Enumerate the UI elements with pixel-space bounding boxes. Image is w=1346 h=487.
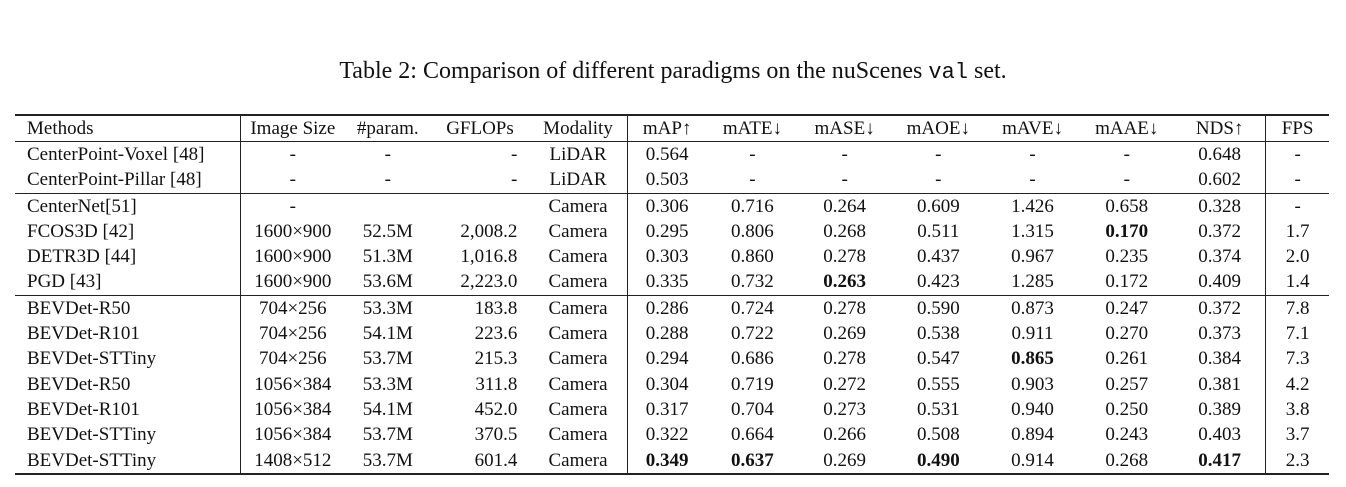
cell-maae: 0.261 bbox=[1105, 348, 1149, 370]
cell-maae: 0.172 bbox=[1105, 271, 1149, 293]
cell-image-size: 704×256 bbox=[240, 296, 345, 322]
cell-image-size: - bbox=[289, 143, 296, 165]
cell-fps: - bbox=[1266, 193, 1329, 219]
cell-method: BEVDet-R50 bbox=[15, 296, 240, 322]
cell-gflops: 183.8 bbox=[431, 296, 530, 322]
cell-gflops: 2,008.2 bbox=[460, 220, 518, 242]
cell-modality: Camera bbox=[529, 321, 627, 346]
cell-mave: 0.911 bbox=[1011, 323, 1054, 345]
cell-image-size: 1056×384 bbox=[254, 398, 332, 420]
cell-param: 51.3M bbox=[362, 246, 413, 268]
cell-mate bbox=[707, 448, 799, 474]
cell-fps: - bbox=[1294, 143, 1301, 165]
cell-mase: 0.273 bbox=[823, 398, 866, 420]
cell-gflops: - bbox=[511, 143, 518, 165]
header-image-size: Image Size bbox=[250, 117, 336, 139]
cell-gflops: 215.3 bbox=[474, 348, 518, 370]
cell-param: 53.6M bbox=[362, 271, 413, 293]
cell-param: 52.5M bbox=[362, 220, 413, 242]
cell-maae: 0.257 bbox=[1105, 373, 1149, 395]
cell-gflops: 601.4 bbox=[431, 448, 530, 474]
cell-method: BEVDet-R50 bbox=[15, 372, 240, 397]
cell-image-size: 1056×384 bbox=[254, 373, 332, 395]
cell-mate: 0.806 bbox=[731, 220, 774, 242]
table-row bbox=[15, 448, 1329, 474]
table-row bbox=[15, 347, 1329, 372]
cell-fps: 1.7 bbox=[1285, 220, 1310, 242]
cell-nds: 0.381 bbox=[1174, 372, 1266, 397]
cell-method: BEVDet-R101 bbox=[15, 397, 240, 422]
cell-maoe: 0.423 bbox=[916, 271, 960, 293]
cell-mate: 0.686 bbox=[731, 348, 774, 370]
cell-method: BEVDet-STTiny bbox=[15, 347, 240, 372]
cell-fps: 7.1 bbox=[1285, 323, 1310, 345]
cell-image-size: - bbox=[289, 169, 296, 191]
cell-mave: 0.894 bbox=[1011, 424, 1054, 446]
cell-param: 53.7M bbox=[362, 348, 413, 370]
cell-maoe: 0.538 bbox=[916, 323, 960, 345]
table-caption bbox=[0, 56, 1346, 88]
cell-mave: 0.940 bbox=[1011, 398, 1054, 420]
cell-mave: 0.903 bbox=[1011, 373, 1054, 395]
cell-nds: 0.372 bbox=[1174, 296, 1266, 322]
cell-nds: 0.648 bbox=[1174, 142, 1266, 168]
cell-mate: - bbox=[749, 143, 756, 165]
cell-mase: 0.266 bbox=[823, 424, 866, 446]
cell-mate: 0.704 bbox=[731, 398, 774, 420]
cell-mate: 0.732 bbox=[731, 271, 774, 293]
cell-maoe: 0.609 bbox=[891, 193, 986, 219]
cell-param: 53.3M bbox=[345, 296, 431, 322]
cell-nds: 0.373 bbox=[1174, 321, 1266, 346]
cell-mase: 0.268 bbox=[823, 220, 866, 242]
cell-method: BEVDet-R101 bbox=[15, 321, 240, 346]
cell-mave: 0.873 bbox=[986, 296, 1080, 322]
cell-image-size: 704×256 bbox=[258, 323, 327, 345]
cell-mate: 0.860 bbox=[731, 246, 774, 268]
header-gflops: GFLOPs bbox=[446, 117, 514, 139]
header-methods: Methods bbox=[15, 115, 240, 142]
cell-maoe: 0.531 bbox=[916, 398, 960, 420]
table-header bbox=[15, 115, 1329, 142]
comparison-table bbox=[15, 114, 1329, 475]
cell-param: - bbox=[384, 143, 391, 165]
cell-mase: 0.272 bbox=[823, 373, 866, 395]
cell-map: 0.295 bbox=[645, 220, 689, 242]
cell-mave: - bbox=[1029, 169, 1036, 191]
cell-maae: 0.658 bbox=[1079, 193, 1174, 219]
header-mase: mASE↓ bbox=[814, 117, 875, 139]
cell-fps: 7.3 bbox=[1285, 348, 1310, 370]
cell-gflops: 223.6 bbox=[474, 323, 518, 345]
cell-gflops: - bbox=[511, 169, 518, 191]
cell-image-size: 1056×384 bbox=[254, 424, 332, 446]
table-row bbox=[15, 397, 1329, 422]
header-modality: Modality bbox=[529, 115, 627, 142]
best-value: 0.417 bbox=[1198, 449, 1242, 471]
cell-image-size: 1600×900 bbox=[254, 220, 332, 242]
cell-nds: 0.374 bbox=[1174, 244, 1266, 269]
cell-image-size: - bbox=[240, 193, 345, 219]
cell-modality: Camera bbox=[529, 219, 627, 244]
cell-param: 54.1M bbox=[362, 398, 413, 420]
cell-maae: 0.268 bbox=[1079, 448, 1174, 474]
cell-maae: - bbox=[1123, 169, 1130, 191]
table-row bbox=[15, 142, 1329, 168]
cell-param: 53.7M bbox=[362, 424, 413, 446]
cell-mase bbox=[798, 270, 891, 296]
header-row bbox=[15, 115, 1329, 142]
cell-param: - bbox=[384, 169, 391, 191]
cell-maoe: 0.437 bbox=[916, 246, 960, 268]
cell-mase: 0.264 bbox=[798, 193, 891, 219]
cell-map: 0.322 bbox=[645, 424, 689, 446]
cell-nds bbox=[1174, 448, 1266, 474]
cell-gflops: 311.8 bbox=[475, 373, 518, 395]
cell-gflops: 2,223.0 bbox=[460, 271, 518, 293]
best-value: 0.490 bbox=[916, 449, 960, 471]
cell-method: CenterPoint-Voxel [48] bbox=[15, 142, 240, 168]
cell-map: 0.288 bbox=[645, 323, 689, 345]
caption-code: val bbox=[928, 60, 968, 85]
cell-map: 0.304 bbox=[645, 373, 689, 395]
cell-mate: - bbox=[749, 169, 756, 191]
table-row bbox=[15, 372, 1329, 397]
cell-gflops: 370.5 bbox=[474, 424, 518, 446]
cell-gflops bbox=[431, 193, 530, 219]
header-nds: NDS↑ bbox=[1174, 115, 1266, 142]
cell-maoe: 0.508 bbox=[916, 424, 960, 446]
cell-mase: - bbox=[841, 169, 848, 191]
cell-mave: 0.914 bbox=[986, 448, 1080, 474]
cell-mave: 1.315 bbox=[1011, 220, 1054, 242]
cell-maae: 0.247 bbox=[1079, 296, 1174, 322]
cell-maoe: 0.555 bbox=[916, 373, 960, 395]
cell-fps: 3.7 bbox=[1285, 424, 1310, 446]
cell-maoe: 0.590 bbox=[891, 296, 986, 322]
cell-fps: 1.4 bbox=[1285, 271, 1310, 293]
cell-mave: 1.426 bbox=[986, 193, 1080, 219]
cell-map: 0.286 bbox=[627, 296, 706, 322]
cell-maae: 0.235 bbox=[1105, 246, 1149, 268]
cell-param: 53.3M bbox=[362, 373, 413, 395]
table-row bbox=[15, 423, 1329, 448]
cell-modality: Camera bbox=[529, 448, 627, 474]
cell-method: BEVDet-STTiny bbox=[15, 448, 240, 474]
cell-mave bbox=[986, 347, 1080, 372]
cell-mase: 0.278 bbox=[823, 246, 866, 268]
cell-maoe: - bbox=[935, 169, 942, 191]
cell-fps: 2.0 bbox=[1285, 246, 1310, 268]
cell-modality: Camera bbox=[529, 296, 627, 322]
cell-mase: 0.269 bbox=[798, 448, 891, 474]
table-row bbox=[15, 168, 1329, 194]
table-row bbox=[15, 270, 1329, 296]
cell-map bbox=[627, 448, 706, 474]
cell-maae: - bbox=[1123, 143, 1130, 165]
cell-method: CenterNet[51] bbox=[15, 193, 240, 219]
cell-image-size: 1600×900 bbox=[254, 246, 332, 268]
cell-nds: 0.602 bbox=[1174, 168, 1266, 194]
cell-mate: 0.719 bbox=[731, 373, 774, 395]
cell-nds: 0.384 bbox=[1174, 347, 1266, 372]
cell-map: 0.317 bbox=[645, 398, 689, 420]
cell-modality: Camera bbox=[529, 397, 627, 422]
caption-prefix: Table 2: Comparison of different paradigms on the nuScenes bbox=[339, 58, 929, 84]
cell-modality: LiDAR bbox=[529, 142, 627, 168]
cell-modality: LiDAR bbox=[529, 168, 627, 194]
header-maae: mAAE↓ bbox=[1095, 117, 1159, 139]
header-param: #param. bbox=[356, 117, 419, 139]
cell-mase: - bbox=[841, 143, 848, 165]
cell-gflops: 452.0 bbox=[474, 398, 518, 420]
table-row bbox=[15, 193, 1329, 219]
cell-modality: Camera bbox=[529, 347, 627, 372]
cell-maoe bbox=[891, 448, 986, 474]
cell-image-size: 1408×512 bbox=[240, 448, 345, 474]
cell-nds: 0.328 bbox=[1174, 193, 1266, 219]
best-value: 0.349 bbox=[645, 449, 689, 471]
cell-mase: 0.269 bbox=[823, 323, 866, 345]
cell-image-size: 704×256 bbox=[258, 348, 327, 370]
header-mate: mATE↓ bbox=[722, 117, 782, 139]
cell-maae: 0.270 bbox=[1105, 323, 1149, 345]
table-row bbox=[15, 321, 1329, 346]
cell-fps: 3.8 bbox=[1285, 398, 1310, 420]
cell-map: 0.564 bbox=[645, 143, 689, 165]
cell-gflops: 1,016.8 bbox=[460, 246, 518, 268]
cell-modality: Camera bbox=[529, 193, 627, 219]
caption-suffix: set. bbox=[968, 58, 1007, 84]
cell-nds: 0.389 bbox=[1174, 397, 1266, 422]
best-value: 0.170 bbox=[1105, 220, 1149, 242]
table-row bbox=[15, 219, 1329, 244]
cell-modality: Camera bbox=[529, 423, 627, 448]
cell-mave: - bbox=[1029, 143, 1036, 165]
cell-fps: 2.3 bbox=[1266, 448, 1329, 474]
header-map: mAP↑ bbox=[642, 117, 692, 139]
cell-maoe: 0.547 bbox=[916, 348, 960, 370]
cell-method: PGD [43] bbox=[15, 270, 240, 296]
cell-nds: 0.409 bbox=[1174, 270, 1266, 296]
cell-method: BEVDet-STTiny bbox=[15, 423, 240, 448]
cell-param: 54.1M bbox=[362, 323, 413, 345]
cell-maae: 0.250 bbox=[1105, 398, 1149, 420]
cell-method: DETR3D [44] bbox=[15, 244, 240, 269]
cell-mave: 0.967 bbox=[1011, 246, 1054, 268]
cell-modality: Camera bbox=[529, 372, 627, 397]
cell-fps: 4.2 bbox=[1285, 373, 1310, 395]
cell-map: 0.335 bbox=[645, 271, 689, 293]
table-row bbox=[15, 244, 1329, 269]
cell-param: 53.7M bbox=[345, 448, 431, 474]
cell-method: CenterPoint-Pillar [48] bbox=[15, 168, 240, 194]
cell-maae: 0.243 bbox=[1105, 424, 1149, 446]
table-body bbox=[15, 142, 1329, 474]
best-value: 0.263 bbox=[823, 271, 866, 293]
cell-modality: Camera bbox=[529, 270, 627, 296]
cell-param bbox=[345, 193, 431, 219]
cell-method: FCOS3D [42] bbox=[15, 219, 240, 244]
table-row bbox=[15, 296, 1329, 322]
cell-fps: - bbox=[1294, 169, 1301, 191]
header-maoe: mAOE↓ bbox=[906, 117, 970, 139]
cell-mase: 0.278 bbox=[823, 348, 866, 370]
cell-mate: 0.724 bbox=[707, 296, 799, 322]
cell-modality: Camera bbox=[529, 244, 627, 269]
header-fps: FPS bbox=[1281, 117, 1314, 139]
cell-fps: 7.8 bbox=[1266, 296, 1329, 322]
cell-mate: 0.722 bbox=[731, 323, 774, 345]
cell-map: 0.503 bbox=[645, 169, 689, 191]
cell-maoe: - bbox=[935, 143, 942, 165]
best-value: 0.637 bbox=[731, 449, 774, 471]
best-value: 0.865 bbox=[1011, 348, 1054, 370]
cell-mate: 0.716 bbox=[707, 193, 799, 219]
cell-mase: 0.278 bbox=[798, 296, 891, 322]
cell-mate: 0.664 bbox=[731, 424, 774, 446]
cell-map: 0.306 bbox=[627, 193, 706, 219]
cell-maoe: 0.511 bbox=[917, 220, 960, 242]
cell-maae bbox=[1079, 219, 1174, 244]
cell-map: 0.294 bbox=[645, 348, 689, 370]
cell-nds: 0.403 bbox=[1174, 423, 1266, 448]
header-mave: mAVE↓ bbox=[1002, 117, 1063, 139]
cell-mave: 1.285 bbox=[1011, 271, 1054, 293]
cell-nds: 0.372 bbox=[1174, 219, 1266, 244]
cell-map: 0.303 bbox=[645, 246, 689, 268]
cell-image-size: 1600×900 bbox=[254, 271, 332, 293]
